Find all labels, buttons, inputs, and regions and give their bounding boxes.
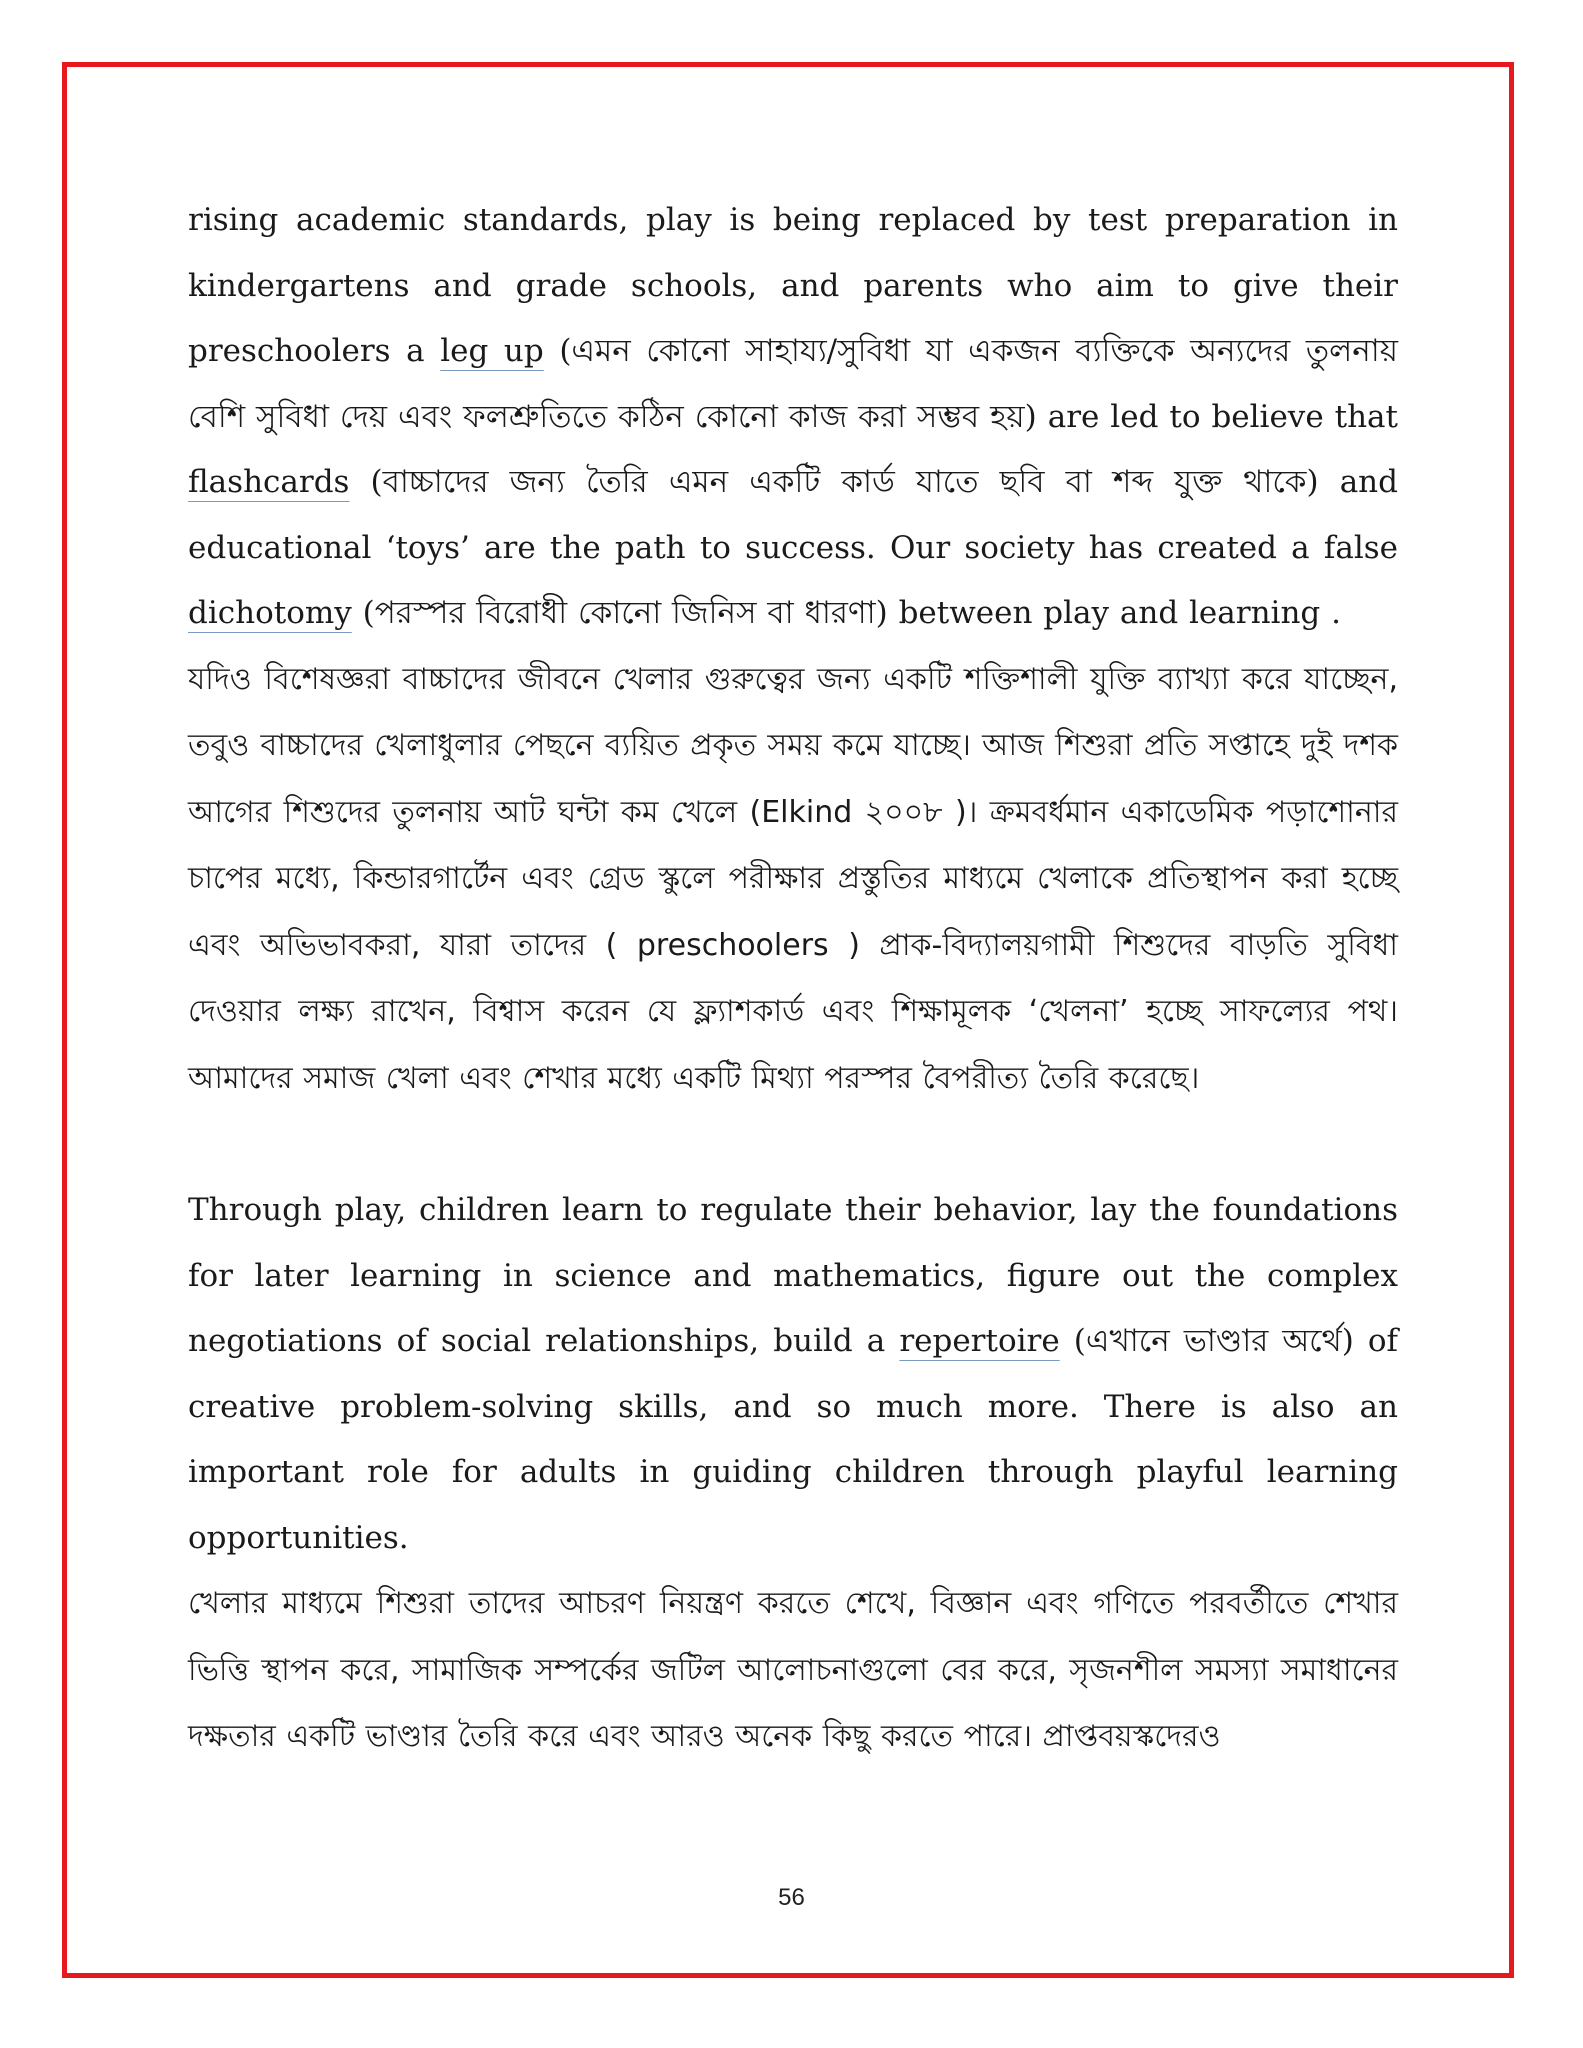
text-segment: Through play, children learn to regulate their behavior, lay the foundations for later learning in science and mathematics, figure out the complex negotiations of social relationships, build a bbox=[188, 1192, 1398, 1359]
page-content bbox=[188, 188, 1398, 1771]
bengali-paragraph-2: খেলার মাধ্যমে শিশুরা তাদের আচরণ নিয়ন্ত্রণ করতে শেখে, বিজ্ঞান এবং গণিতে পরবর্তীতে শেখার ভিত্তি স্থাপন করে, সামাজিক সম্পর্কের জটিল আলোচনাগুলো বের করে, সৃজনশীল সমস্যা সমাধানের দক্ষতার একটি ভাণ্ডার তৈরি করে এবং আরও অনেক কিছু করতে পারে। প্রাপ্তবয়স্কদেরও bbox=[188, 1586, 1398, 1754]
gloss-text: (বাচ্চাদের জন্য তৈরি এমন একটি কার্ড যাতে ছবি বা শব্দ যুক্ত থাকে) and educational ‘toys’ are the path to success. Our society has created a false bbox=[188, 464, 1398, 566]
glossed-term-dichotomy: dichotomy bbox=[188, 595, 352, 631]
bengali-paragraph-1: যদিও বিশেষজ্ঞরা বাচ্চাদের জীবনে খেলার গুরুত্বের জন্য একটি শক্তিশালী যুক্তি ব্যাখ্যা করে যাচ্ছেন, তবুও বাচ্চাদের খেলাধুলার পেছনে ব্যয়িত প্রকৃত সময় কমে যাচ্ছে। আজ শিশুরা প্রতি সপ্তাহে দুই দশক আগের শিশুদের তুলনায় আট ঘন্টা কম খেলে (Elkind ২০০৮ )। ক্রমবর্ধমান একাডেমিক পড়াশোনার চাপের মধ্যে, কিন্ডারগার্টেন এবং গ্রেড স্কুলে পরীক্ষার প্রস্তুতির মাধ্যমে খেলাকে প্রতিস্থাপন করা হচ্ছে এবং অভিভাবকরা, যারা তাদের ( preschoolers ) প্রাক-বিদ্যালয়গামী শিশুদের বাড়তি সুবিধা দেওয়ার লক্ষ্য রাখেন, বিশ্বাস করেন যে ফ্ল্যাশকার্ড এবং শিক্ষামূলক ‘খেলনা’ হচ্ছে সাফল্যের পথ। আমাদের সমাজ খেলা এবং শেখার মধ্যে একটি মিথ্যা পরস্পর বৈপরীত্য তৈরি করেছে। bbox=[188, 661, 1398, 1096]
english-paragraph-2 bbox=[188, 1178, 1398, 1571]
text-segment: rising academic standards, play is being replaced by test preparation in kindergartens and grade schools, and parents who aim to give their preschoolers a bbox=[188, 202, 1398, 369]
page-number: 56 bbox=[778, 1884, 805, 1911]
gloss-text: (এখানে ভাণ্ডার অর্থে) of creative problem-solving skills, and so much more. There is also an important role for adults in guiding children through playful learning opportunities. bbox=[188, 1323, 1398, 1556]
glossed-term-leg-up: leg up bbox=[440, 333, 544, 369]
paragraph-spacer bbox=[188, 1112, 1398, 1178]
glossed-term-repertoire: repertoire bbox=[899, 1323, 1060, 1359]
english-paragraph-1 bbox=[188, 188, 1398, 647]
glossed-term-flashcards: flashcards bbox=[188, 464, 350, 500]
gloss-text: (পরস্পর বিরোধী কোনো জিনিস বা ধারণা) between play and learning . bbox=[351, 595, 1341, 631]
gloss-text: (এমন কোনো সাহায্য/সুবিধা যা একজন ব্যক্তিকে অন্যদের তুলনায় বেশি সুবিধা দেয় এবং ফলশ্রুতিতে কঠিন কোনো কাজ করা সম্ভব হয়) are led to believe that bbox=[188, 333, 1399, 435]
